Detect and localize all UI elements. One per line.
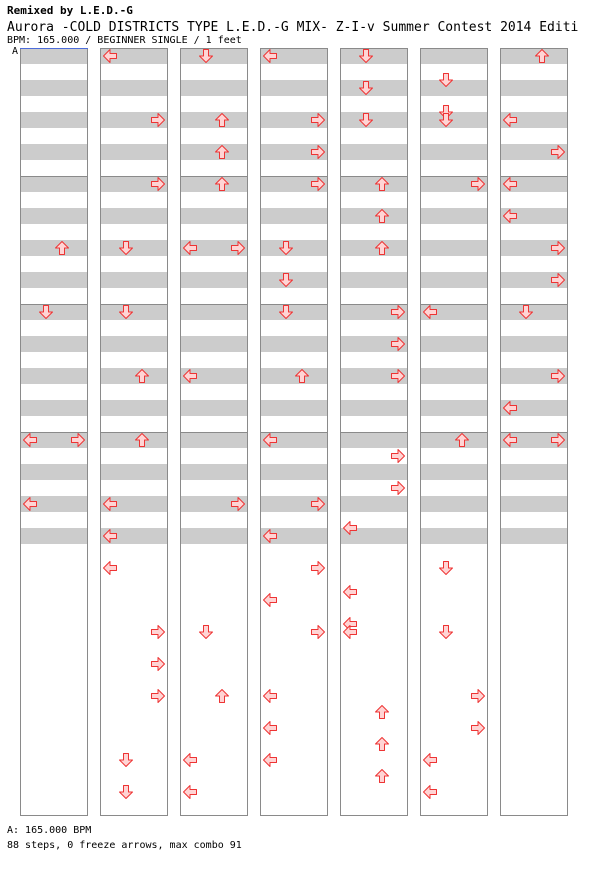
beat-band xyxy=(421,80,487,96)
left-arrow-icon xyxy=(22,496,38,512)
beat-band xyxy=(341,400,407,416)
chart-info: BPM: 165.000 / BEGINNER SINGLE / 1 feet xyxy=(7,35,242,46)
beat-band xyxy=(421,496,487,512)
left-arrow-icon xyxy=(262,592,278,608)
beat-band xyxy=(181,464,247,480)
beat-band xyxy=(21,464,87,480)
measure-line xyxy=(181,48,247,49)
left-arrow-icon xyxy=(22,432,38,448)
down-arrow-icon xyxy=(518,304,534,320)
chart-column-5 xyxy=(340,48,408,816)
beat-band xyxy=(21,400,87,416)
beat-band xyxy=(181,80,247,96)
right-arrow-icon xyxy=(150,176,166,192)
beat-band xyxy=(101,80,167,96)
measure-line xyxy=(21,176,87,177)
down-arrow-icon xyxy=(278,304,294,320)
chart-column-6 xyxy=(420,48,488,816)
down-arrow-icon xyxy=(118,752,134,768)
up-arrow-icon xyxy=(374,768,390,784)
measure-line xyxy=(21,304,87,305)
beat-band xyxy=(181,48,247,64)
left-arrow-icon xyxy=(182,368,198,384)
chart-column-4 xyxy=(260,48,328,816)
measure-line xyxy=(101,304,167,305)
down-arrow-icon xyxy=(278,240,294,256)
right-arrow-icon xyxy=(310,624,326,640)
beat-band xyxy=(21,304,87,320)
down-arrow-icon xyxy=(278,272,294,288)
right-arrow-icon xyxy=(390,448,406,464)
up-arrow-icon xyxy=(534,48,550,64)
right-arrow-icon xyxy=(390,336,406,352)
right-arrow-icon xyxy=(470,688,486,704)
left-arrow-icon xyxy=(342,584,358,600)
left-arrow-icon xyxy=(182,240,198,256)
left-arrow-icon xyxy=(422,784,438,800)
beat-band xyxy=(21,272,87,288)
song-title: Aurora -COLD DISTRICTS TYPE L.E.D.-G MIX- Z-I-v Summer Contest 2014 Editi xyxy=(7,20,579,35)
beat-band xyxy=(341,48,407,64)
bpm-marker-line xyxy=(20,48,88,49)
beat-band xyxy=(341,464,407,480)
up-arrow-icon xyxy=(374,704,390,720)
beat-band xyxy=(21,368,87,384)
bpm-summary: A: 165.000 BPM xyxy=(7,825,92,836)
up-arrow-icon xyxy=(214,176,230,192)
measure-line xyxy=(181,304,247,305)
down-arrow-icon xyxy=(198,624,214,640)
beat-band xyxy=(21,48,87,64)
beat-band xyxy=(261,208,327,224)
beat-band xyxy=(421,112,487,128)
up-arrow-icon xyxy=(54,240,70,256)
up-arrow-icon xyxy=(374,208,390,224)
beat-band xyxy=(501,464,567,480)
chart-column-1 xyxy=(20,48,88,816)
measure-line xyxy=(341,432,407,433)
measure-line xyxy=(501,304,567,305)
left-arrow-icon xyxy=(102,496,118,512)
beat-band xyxy=(181,336,247,352)
up-arrow-icon xyxy=(214,112,230,128)
down-arrow-icon xyxy=(438,624,454,640)
left-arrow-icon xyxy=(262,720,278,736)
right-arrow-icon xyxy=(550,144,566,160)
left-arrow-icon xyxy=(422,304,438,320)
beat-band xyxy=(181,400,247,416)
beat-band xyxy=(21,208,87,224)
beat-band xyxy=(181,272,247,288)
beat-band xyxy=(101,208,167,224)
beat-band xyxy=(181,528,247,544)
up-arrow-icon xyxy=(374,736,390,752)
beat-band xyxy=(101,304,167,320)
right-arrow-icon xyxy=(310,144,326,160)
down-arrow-icon xyxy=(118,240,134,256)
up-arrow-icon xyxy=(374,240,390,256)
left-arrow-icon xyxy=(262,48,278,64)
left-arrow-icon xyxy=(502,208,518,224)
down-arrow-icon xyxy=(438,112,454,128)
down-arrow-icon xyxy=(118,784,134,800)
right-arrow-icon xyxy=(150,688,166,704)
beat-band xyxy=(261,272,327,288)
measure-line xyxy=(341,48,407,49)
left-arrow-icon xyxy=(182,784,198,800)
beat-band xyxy=(421,208,487,224)
beat-band xyxy=(261,464,327,480)
beat-band xyxy=(261,80,327,96)
beat-band xyxy=(341,144,407,160)
up-arrow-icon xyxy=(214,144,230,160)
beat-band xyxy=(341,80,407,96)
beat-band xyxy=(421,272,487,288)
step-stats: 88 steps, 0 freeze arrows, max combo 91 xyxy=(7,840,242,851)
beat-band xyxy=(21,336,87,352)
left-arrow-icon xyxy=(182,752,198,768)
beat-band xyxy=(261,400,327,416)
right-arrow-icon xyxy=(550,432,566,448)
beat-band xyxy=(101,272,167,288)
down-arrow-icon xyxy=(358,112,374,128)
left-arrow-icon xyxy=(502,112,518,128)
up-arrow-icon xyxy=(134,432,150,448)
down-arrow-icon xyxy=(198,48,214,64)
right-arrow-icon xyxy=(310,560,326,576)
beat-band xyxy=(341,496,407,512)
right-arrow-icon xyxy=(310,112,326,128)
chart-column-7 xyxy=(500,48,568,816)
left-arrow-icon xyxy=(342,624,358,640)
beat-band xyxy=(261,240,327,256)
left-arrow-icon xyxy=(262,528,278,544)
beat-band xyxy=(21,80,87,96)
beat-band xyxy=(181,432,247,448)
beat-band xyxy=(101,464,167,480)
beat-band xyxy=(501,496,567,512)
left-arrow-icon xyxy=(422,752,438,768)
left-arrow-icon xyxy=(102,528,118,544)
left-arrow-icon xyxy=(262,432,278,448)
up-arrow-icon xyxy=(214,688,230,704)
down-arrow-icon xyxy=(118,304,134,320)
beat-band xyxy=(421,336,487,352)
left-arrow-icon xyxy=(502,176,518,192)
chart-column-3 xyxy=(180,48,248,816)
right-arrow-icon xyxy=(150,112,166,128)
beat-band xyxy=(101,336,167,352)
beat-band xyxy=(21,176,87,192)
beat-band xyxy=(21,144,87,160)
beat-band xyxy=(501,80,567,96)
left-arrow-icon xyxy=(262,688,278,704)
right-arrow-icon xyxy=(550,368,566,384)
beat-band xyxy=(341,272,407,288)
down-arrow-icon xyxy=(438,72,454,88)
chart-column-2 xyxy=(100,48,168,816)
down-arrow-icon xyxy=(358,80,374,96)
left-arrow-icon xyxy=(102,560,118,576)
left-arrow-icon xyxy=(342,520,358,536)
left-arrow-icon xyxy=(502,432,518,448)
down-arrow-icon xyxy=(358,48,374,64)
beat-band xyxy=(341,112,407,128)
down-arrow-icon xyxy=(38,304,54,320)
right-arrow-icon xyxy=(310,496,326,512)
beat-band xyxy=(21,112,87,128)
beat-band xyxy=(421,368,487,384)
right-arrow-icon xyxy=(550,272,566,288)
right-arrow-icon xyxy=(310,176,326,192)
beat-band xyxy=(341,432,407,448)
right-arrow-icon xyxy=(230,496,246,512)
left-arrow-icon xyxy=(262,752,278,768)
up-arrow-icon xyxy=(294,368,310,384)
down-arrow-icon xyxy=(438,560,454,576)
bpm-marker-label: A xyxy=(12,46,19,57)
beat-band xyxy=(421,528,487,544)
right-arrow-icon xyxy=(150,624,166,640)
beat-band xyxy=(181,208,247,224)
beat-band xyxy=(101,144,167,160)
beat-band xyxy=(21,528,87,544)
measure-line xyxy=(421,48,487,49)
left-arrow-icon xyxy=(502,400,518,416)
right-arrow-icon xyxy=(470,720,486,736)
right-arrow-icon xyxy=(550,240,566,256)
right-arrow-icon xyxy=(230,240,246,256)
beat-band xyxy=(101,240,167,256)
beat-band xyxy=(261,336,327,352)
left-arrow-icon xyxy=(102,48,118,64)
right-arrow-icon xyxy=(150,656,166,672)
beat-band xyxy=(501,336,567,352)
beat-band xyxy=(101,400,167,416)
beat-band xyxy=(181,304,247,320)
beat-band xyxy=(421,144,487,160)
right-arrow-icon xyxy=(390,304,406,320)
measure-line xyxy=(261,304,327,305)
remixer-credit: Remixed by L.E.D.-G xyxy=(7,4,133,17)
up-arrow-icon xyxy=(374,176,390,192)
beat-band xyxy=(261,304,327,320)
right-arrow-icon xyxy=(390,480,406,496)
beat-band xyxy=(421,400,487,416)
beat-band xyxy=(501,528,567,544)
up-arrow-icon xyxy=(454,432,470,448)
beat-band xyxy=(501,304,567,320)
up-arrow-icon xyxy=(134,368,150,384)
right-arrow-icon xyxy=(390,368,406,384)
beat-band xyxy=(421,464,487,480)
right-arrow-icon xyxy=(470,176,486,192)
beat-band xyxy=(421,48,487,64)
measure-line xyxy=(181,432,247,433)
beat-band xyxy=(421,240,487,256)
right-arrow-icon xyxy=(70,432,86,448)
